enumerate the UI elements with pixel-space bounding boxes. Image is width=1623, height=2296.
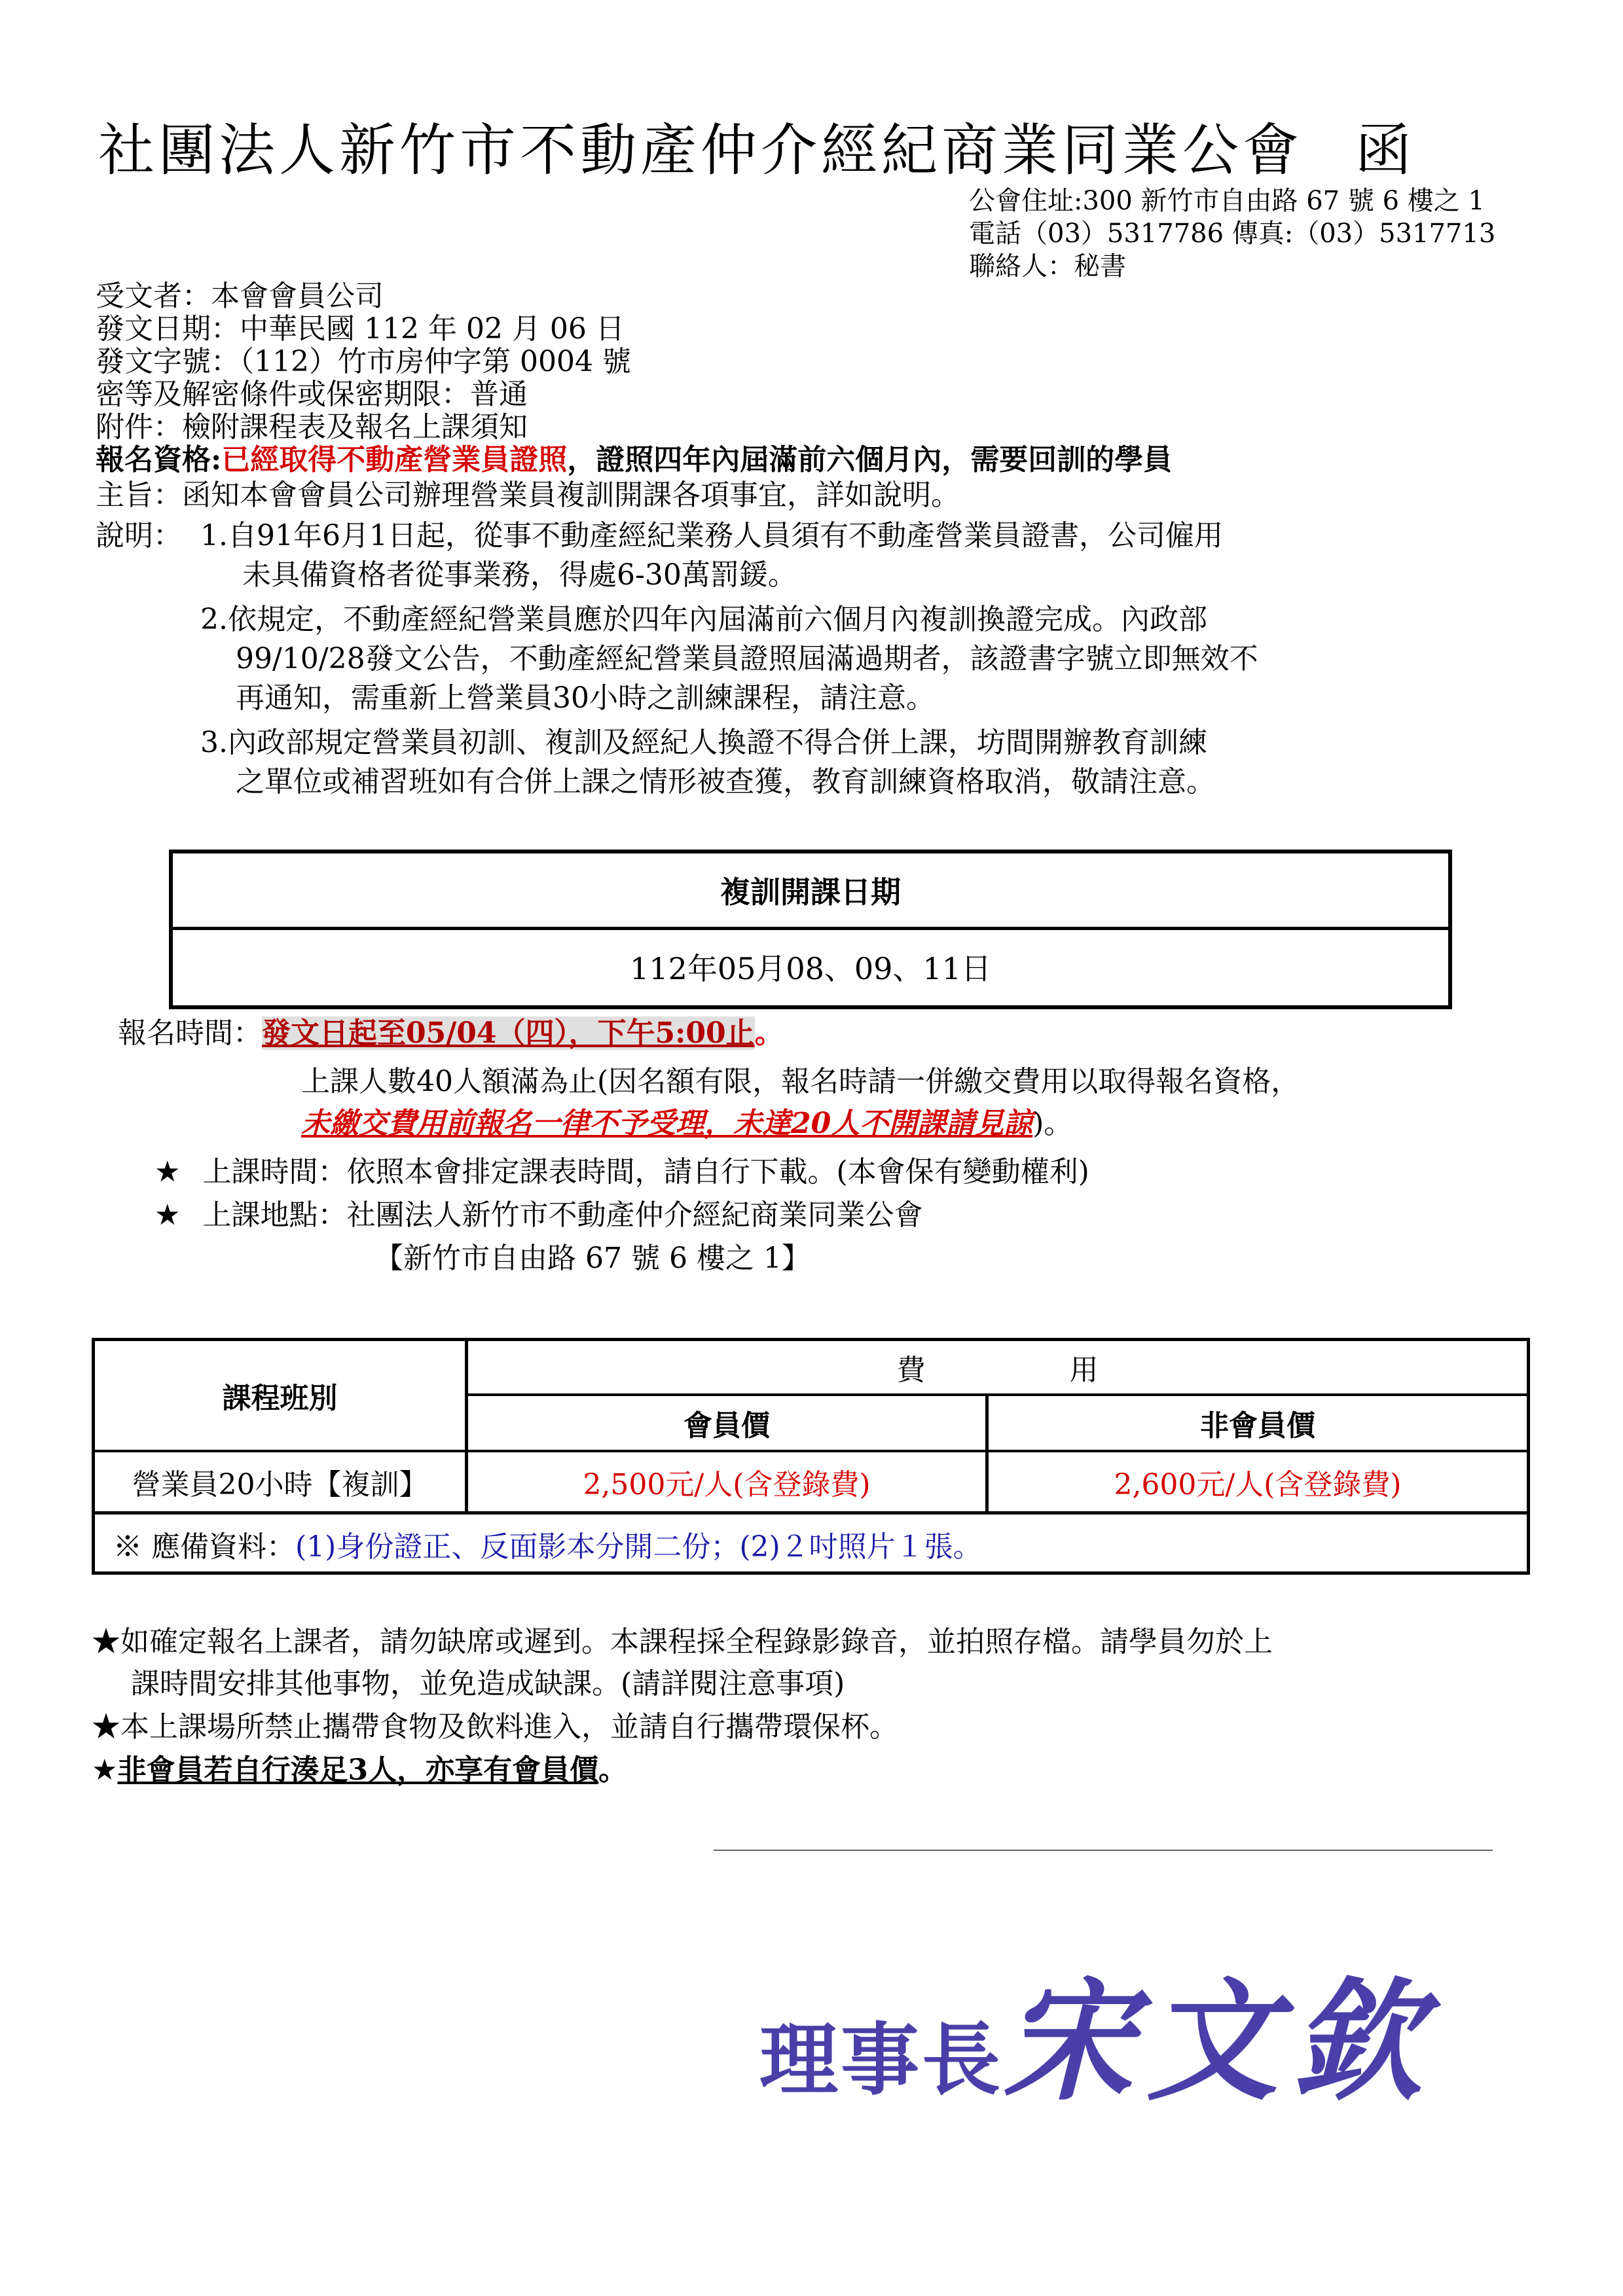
- star-icon: ★: [155, 1198, 181, 1232]
- explanation-item-2a: 2.依規定，不動產經紀營業員應於四年內屆滿前六個月內複訓換證完成。內政部: [200, 603, 1207, 636]
- nonmember-price: 2,600元/人(含登錄費): [1114, 1468, 1402, 1501]
- registration-label: 報名時間：: [118, 1016, 262, 1050]
- member-price-header: 會員價: [684, 1409, 770, 1443]
- security-level: 密等及解密條件或保密期限：普通: [96, 378, 528, 411]
- star-icon: ★: [155, 1155, 181, 1189]
- phone-line: 電話（03）5317786 傳真:（03）5317713: [969, 219, 1496, 249]
- qualification-highlight: 已經取得不動產營業員證照: [221, 443, 568, 476]
- nonmember-price-header: 非會員價: [1200, 1409, 1315, 1443]
- fee-warning-text: 未繳交費用前報名一律不予受理，未達20人不開課請見諒: [301, 1107, 1033, 1140]
- class-time-text: 上課時間：依照本會排定課表時間，請自行下載。(本會保有變動權利): [202, 1155, 1089, 1189]
- explanation-item-1a: 1.自91年6月1日起，從事不動產經紀業務人員須有不動產營業員證書，公司僱用: [200, 519, 1223, 552]
- schedule-dates: 112年05月08、09、11日: [630, 951, 991, 986]
- recipient: 受文者：本會會員公司: [96, 279, 384, 313]
- explanation-item-2b: 99/10/28發文公告，不動產經紀營業員證照屆滿過期者，該證書字號立即無效不: [236, 642, 1258, 675]
- explanation-item-3b: 之單位或補習班如有合併上課之情形被查獲，教育訓練資格取消，敬請注意。: [236, 765, 1215, 798]
- document-type: 函: [1355, 118, 1415, 183]
- association-name: 社團法人新竹市不動產仲介經紀商業同業公會: [98, 118, 1303, 183]
- member-price: 2,500元/人(含登錄費): [583, 1468, 871, 1501]
- registration-deadline: 發文日起至05/04（四），下午5:00止: [262, 1016, 755, 1050]
- note-2: ★本上課場所禁止攜帶食物及飲料進入，並請自行攜帶環保杯。: [92, 1710, 898, 1744]
- required-documents-label: ※ 應備資料：: [113, 1530, 295, 1564]
- registration-time: [118, 1016, 784, 1051]
- class-place: [155, 1198, 922, 1233]
- document-title: [98, 105, 1415, 186]
- explanation-label: 說明：: [96, 519, 182, 552]
- note-1a: ★如確定報名上課者，請勿缺席或遲到。本課程採全程錄影錄音，並拍照存檔。請學員勿於上: [92, 1625, 1273, 1659]
- fee-warning-end: )。: [1032, 1107, 1073, 1140]
- chairman-title: 理事長: [759, 2014, 1003, 2106]
- qualification-label: 報名資格:: [96, 443, 222, 476]
- schedule-box: [169, 850, 1452, 1009]
- class-time: [155, 1155, 1089, 1190]
- document-number: 發文字號：（112）竹市房仲字第 0004 號: [96, 345, 631, 378]
- course-name: 營業員20小時【複訓】: [132, 1468, 428, 1501]
- schedule-heading: 複訓開課日期: [173, 853, 1448, 930]
- course-header: 課程班別: [222, 1382, 338, 1415]
- issue-date: 發文日期：中華民國 112 年 02 月 06 日: [96, 312, 625, 346]
- fee-table: [92, 1338, 1530, 1575]
- note-3-end: 。: [598, 1753, 628, 1787]
- qualification: [96, 442, 1172, 478]
- chairman-signature-stamp: [759, 1937, 1435, 2125]
- required-documents-value: (1)身份證正、反面影本分開二份；(2)２吋照片１張。: [295, 1530, 982, 1564]
- chairman-name: 宋文欽: [1003, 1965, 1436, 2119]
- required-documents: [113, 1515, 1514, 1573]
- signature-line: [714, 1850, 1493, 1851]
- explanation-item-3a: 3.內政部規定營業員初訓、複訓及經紀人換證不得合併上課，坊間開辦教育訓練: [200, 726, 1207, 759]
- address-line: 公會住址:300 新竹市自由路 67 號 6 樓之 1: [969, 186, 1485, 216]
- contact-line: 聯絡人：秘書: [969, 251, 1126, 281]
- fee-header: 費 用: [896, 1354, 1099, 1387]
- class-place-text: 上課地點：社團法人新竹市不動產仲介經紀商業同業公會: [202, 1198, 923, 1232]
- attachment: 附件：檢附課程表及報名上課須知: [96, 410, 528, 444]
- qualification-rest: ，證照四年內屆滿前六個月內，需要回訓的學員: [567, 443, 1173, 476]
- registration-deadline-end: 。: [754, 1016, 784, 1050]
- capacity-note: 上課人數40人額滿為止(因名額有限，報名時請一併繳交費用以取得報名資格，: [301, 1065, 1300, 1098]
- explanation-item-1b: 未具備資格者從事業務，得處6-30萬罰鍰。: [242, 558, 797, 592]
- fee-warning: [301, 1106, 1072, 1141]
- subject: 主旨：函知本會會員公司辦理營業員複訓開課各項事宜，詳如說明。: [96, 478, 960, 512]
- explanation-item-2c: 再通知，需重新上營業員30小時之訓練課程，請注意。: [236, 681, 935, 715]
- note-1b: 課時間安排其他事物，並免造成缺課。(請詳閱注意事項): [131, 1667, 845, 1700]
- star-icon: ★: [92, 1753, 118, 1787]
- note-3-text: 非會員若自行湊足3人，亦享有會員價: [117, 1753, 599, 1787]
- note-3: [92, 1753, 627, 1788]
- class-address: 【新竹市自由路 67 號 6 樓之 1】: [374, 1242, 811, 1275]
